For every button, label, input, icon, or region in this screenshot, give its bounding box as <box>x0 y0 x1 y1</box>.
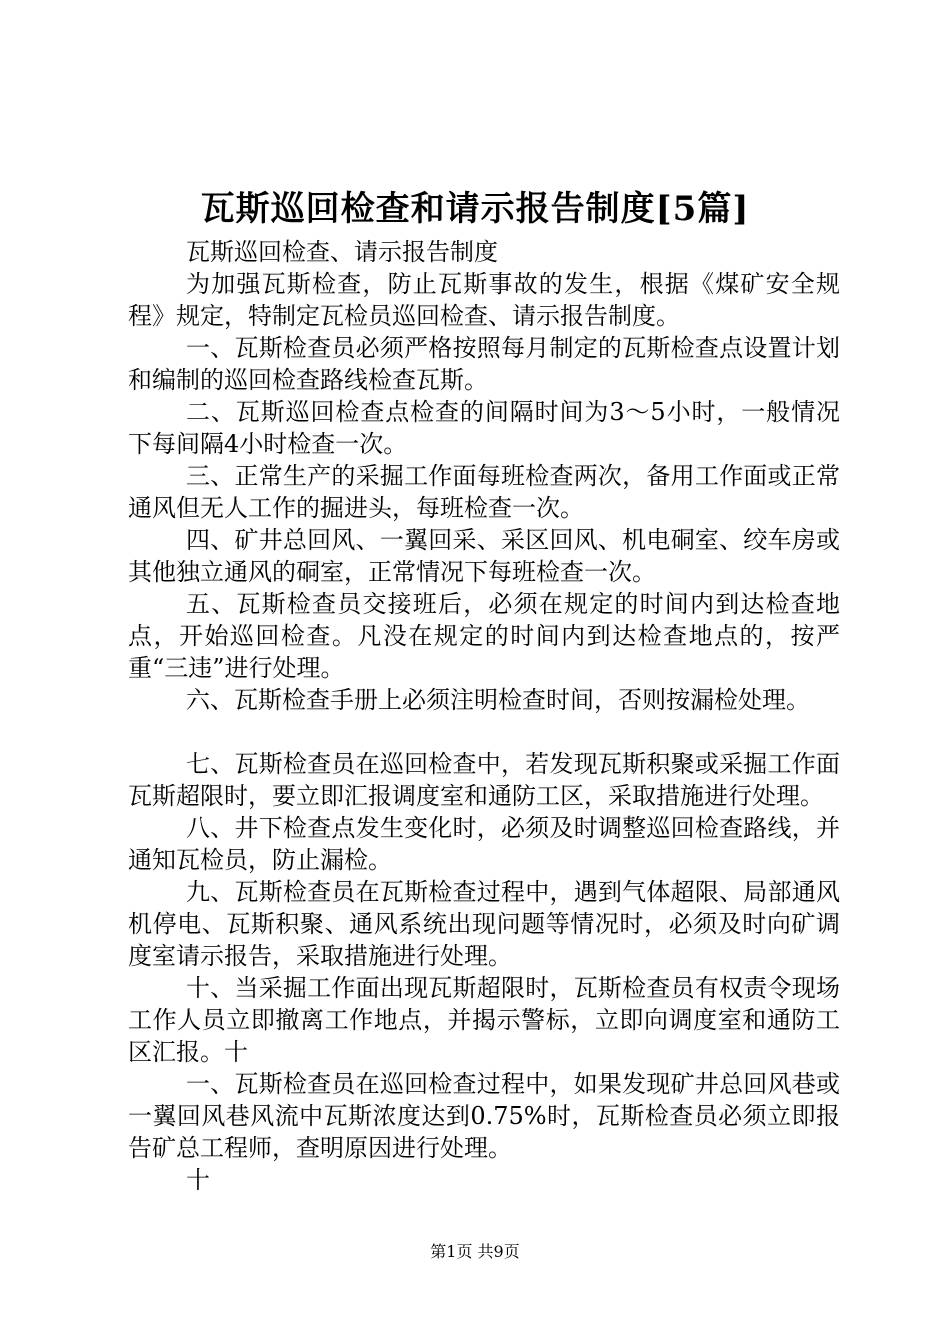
paragraph-intro: 为加强瓦斯检查，防止瓦斯事故的发生，根据《煤矿安全规程》规定，特制定瓦检员巡回检查、请示报告制度。 <box>128 270 840 330</box>
paragraph-item-5: 五、瓦斯检查员交接班后，必须在规定的时间内到达检查地点，开始巡回检查。凡没在规定的时间内到达检查地点的，按严重“三违”进行处理。 <box>128 590 840 682</box>
paragraph-item-4: 四、矿井总回风、一翼回采、采区回风、机电硐室、绞车房或其他独立通风的硐室，正常情况下每班检查一次。 <box>128 526 840 586</box>
paragraph-item-9: 九、瓦斯检查员在瓦斯检查过程中，遇到气体超限、局部通风机停电、瓦斯积聚、通风系统出现问题等情况时，必须及时向矿调度室请示报告，采取措施进行处理。 <box>128 878 840 970</box>
document-title: 瓦斯巡回检查和请示报告制度[5篇] <box>200 189 750 229</box>
blank-line <box>128 716 840 748</box>
paragraph-item-2: 二、瓦斯巡回检查点检查的间隔时间为3～5小时，一般情况下每间隔4小时检查一次。 <box>128 398 840 458</box>
paragraph-item-1: 一、瓦斯检查员必须严格按照每月制定的瓦斯检查点设置计划和编制的巡回检查路线检查瓦斯。 <box>128 334 840 394</box>
paragraph-item-7: 七、瓦斯检查员在巡回检查中，若发现瓦斯积聚或采掘工作面瓦斯超限时，要立即汇报调度室和通防工区，采取措施进行处理。 <box>128 750 840 810</box>
paragraph-item-12-start: 十 <box>186 1166 210 1194</box>
document-body <box>128 236 840 1196</box>
paragraph-item-10: 十、当采掘工作面出现瓦斯超限时，瓦斯检查员有权责令现场工作人员立即撤离工作地点，并揭示警标，立即向调度室和通防工区汇报。十 <box>128 974 840 1066</box>
paragraph-heading: 瓦斯巡回检查、请示报告制度 <box>186 238 498 266</box>
paragraph-item-3: 三、正常生产的采掘工作面每班检查两次，备用工作面或正常通风但无人工作的掘进头，每班检查一次。 <box>128 462 840 522</box>
paragraph-item-8: 八、井下检查点发生变化时，必须及时调整巡回检查路线，并通知瓦检员，防止漏检。 <box>128 814 840 874</box>
paragraph-item-11: 一、瓦斯检查员在巡回检查过程中，如果发现矿井总回风巷或一翼回风巷风流中瓦斯浓度达到0.75%时，瓦斯检查员必须立即报告矿总工程师，查明原因进行处理。 <box>128 1070 840 1162</box>
page-footer: 第1页 共9页 <box>430 1242 520 1261</box>
paragraph-item-6: 六、瓦斯检查手册上必须注明检查时间，否则按漏检处理。 <box>186 686 810 714</box>
